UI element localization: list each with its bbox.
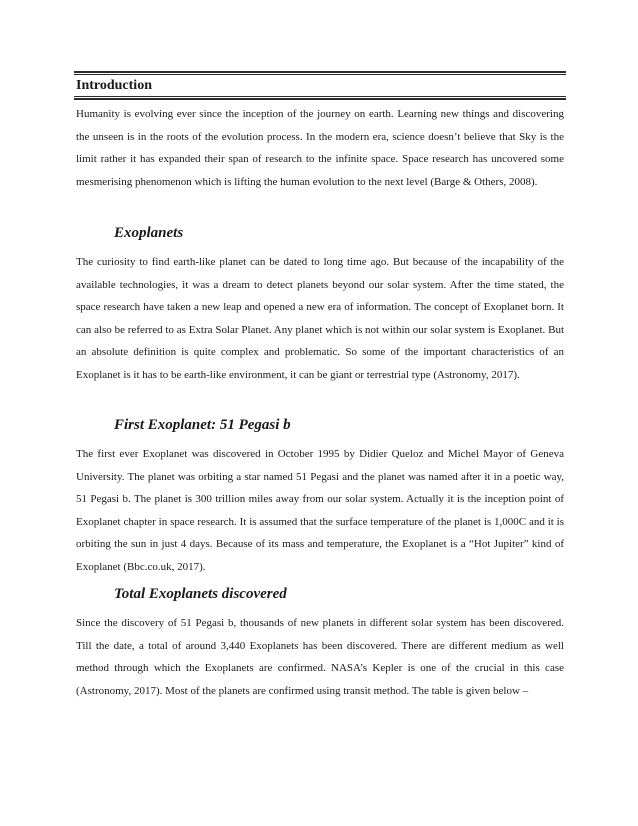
exoplanets-paragraph: The curiosity to find earth-like planet can be dated to long time ago. But because of the incapability of the available technologies, it was a dream to detect planets beyond our solar system. After the time stated, the space research have taken a new leap and opened a new era of information. The concept of Exoplanet born. It can also be referred to as Extra Solar Planet. Any planet which is not within our solar system is Exoplanet. But an absolute definition is quite complex and problematic. So some of the important characteristics of an Exoplanet is it has to be earth-like environment, it can be giant or terrestrial type (Astronomy, 2017). (76, 256, 564, 381)
introduction-paragraph: Humanity is evolving ever since the inception of the journey on earth. Learning new things and discovering the unseen is in the roots of the evolution process. In the modern era, science doesn’t believe that Sky is the limit rather it has expanded their span of research to the infinite space. Space research has uncovered some mesmerising phenomenon which is lifting the human evolution to the next level (Barge & Others, 2008). (76, 108, 564, 188)
heading-rule-upper (74, 96, 566, 97)
heading-rule-lower (74, 98, 566, 100)
introduction-heading: Introduction (76, 78, 152, 93)
total-discovered-paragraph: Since the discovery of 51 Pegasi b, thousands of new planets in different solar system has been discovered. Till the date, a total of around 3,440 Exoplanets has been discovered. There are different medium as well method through which the Exoplanets are confirmed. NASA’s Kepler is one of the crucial in this case (Astronomy, 2017). Most of the planets are confirmed using transit method. The table is given below – (76, 617, 564, 697)
first-exoplanet-heading: First Exoplanet: 51 Pegasi b (114, 417, 291, 433)
top-rule (74, 71, 566, 73)
total-discovered-heading: Total Exoplanets discovered (114, 586, 287, 602)
top-rule-inner (74, 74, 566, 75)
first-exoplanet-paragraph: The first ever Exoplanet was discovered in October 1995 by Didier Queloz and Michel Mayor of Geneva University. The planet was orbiting a star named 51 Pegasi and the planet was named after it in a poetic way, 51 Pegasi b. The planet is 300 trillion miles away from our solar system. Actually it is the inception point of Exoplanet chapter in space research. It is assumed that the surface temperature of the planet is 1,000C and it is orbiting the sun in just 4 days. Because of its mass and temperature, the Exoplanet is a “Hot Jupiter” kind of Exoplanet (Bbc.co.uk, 2017). (76, 448, 564, 573)
exoplanets-heading: Exoplanets (114, 225, 184, 241)
